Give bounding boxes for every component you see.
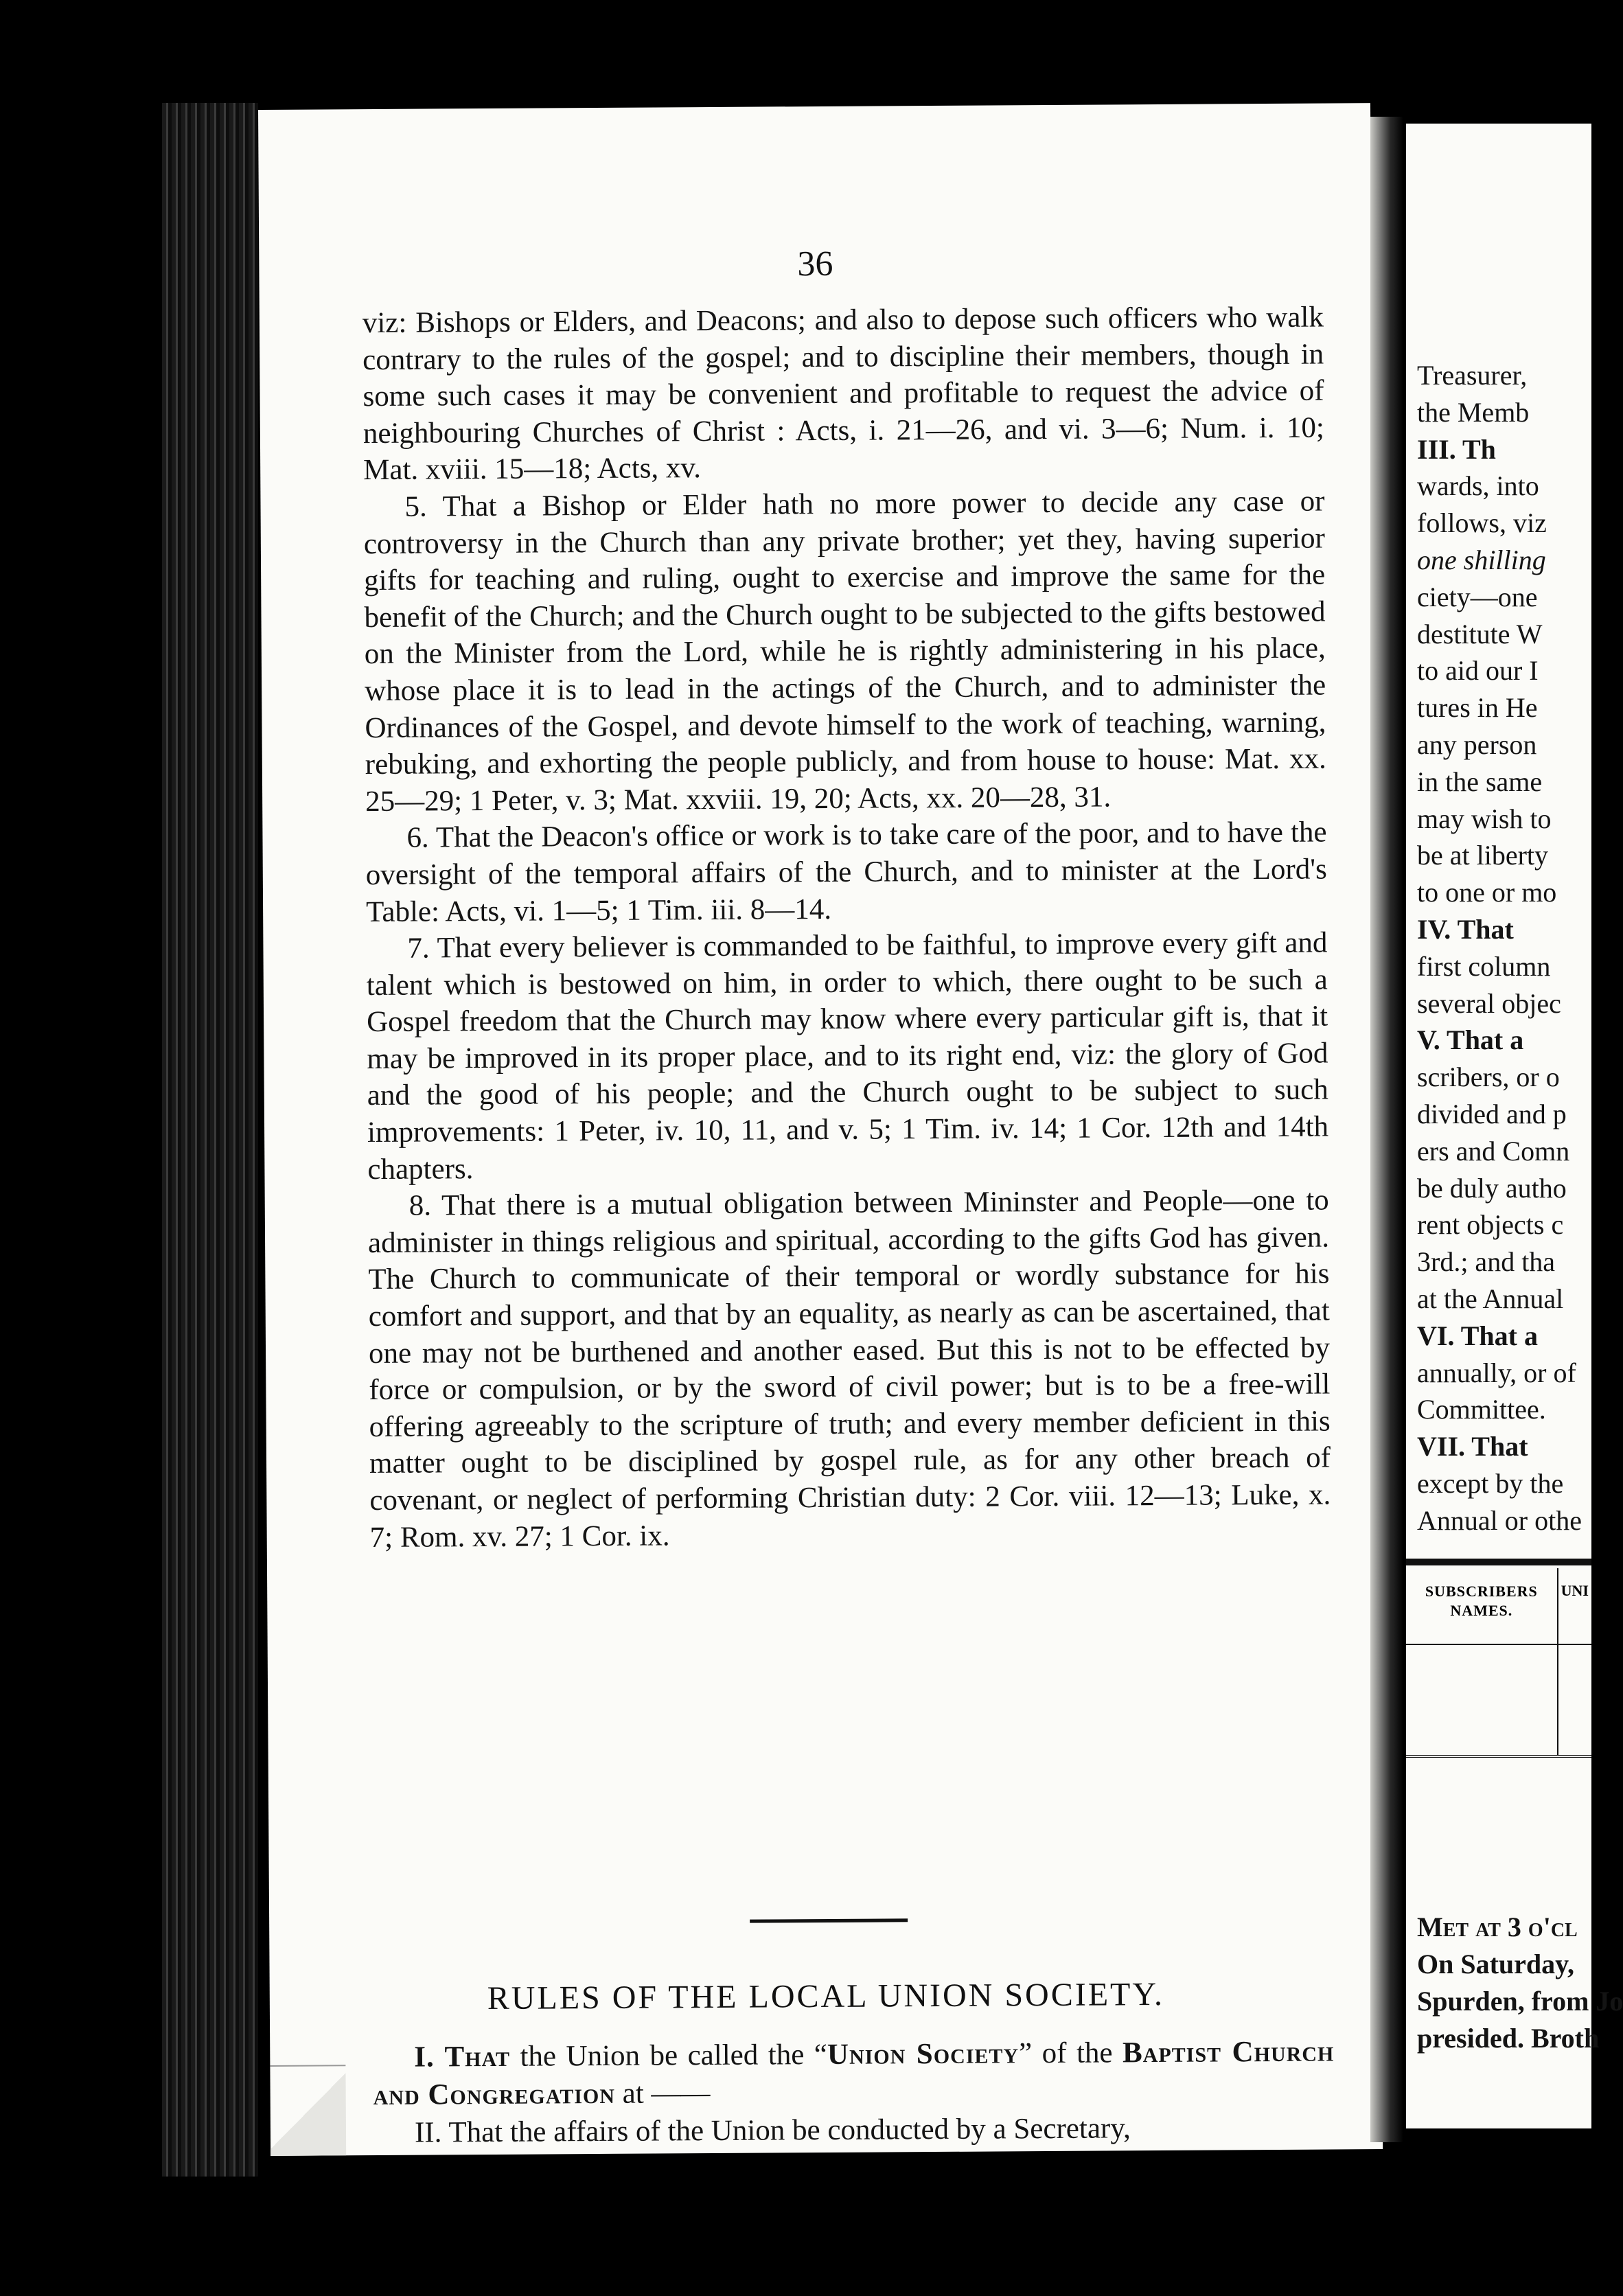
right-line: the Memb bbox=[1417, 396, 1530, 428]
table-header-row bbox=[1406, 1568, 1591, 1645]
rule-1-end: at —— bbox=[614, 2077, 711, 2110]
rule-1-church: Baptist Church and Congregation bbox=[373, 2035, 1335, 2112]
section-divider bbox=[750, 1918, 908, 1922]
rule-1-lead: I. That bbox=[414, 2040, 511, 2074]
right-line: III. Th bbox=[1417, 433, 1496, 465]
right-lower-line: presided. Broth bbox=[1417, 2023, 1600, 2054]
right-line: to aid our I bbox=[1417, 655, 1539, 687]
right-lower-line: Spurden, from Jo bbox=[1417, 1986, 1623, 2017]
right-line: V. That a bbox=[1417, 1024, 1524, 1056]
right-line: scribers, or o bbox=[1417, 1061, 1560, 1093]
right-line: tures in He bbox=[1417, 692, 1538, 724]
page-corner-fold bbox=[270, 2065, 346, 2156]
right-page-lower-text bbox=[1417, 1909, 1623, 2057]
paragraph-5: 5. That a Bishop or Elder hath no more power to decide any case or controversy in the Church than any private brother; yet they, having superior gifts for teaching and ruling, ought to exercise and improve the same for the benefit of the Church; and the Church ought to be subjected to the gifts bestowed on the Minister from the Lord, while he is rightly administering in his place, whose place it is to lead in the actings of the Church, and to administer the Ordinances of the Gospel, and devote himself to the work of teaching, warning, rebuking, and exhorting the people publicly, and from house to house: Mat. xx. 25—29; 1 Peter, v. 3; Mat. xxviii. 19, 20; Acts, xx. 20—28, 31. bbox=[363, 485, 1326, 818]
paragraph-continuation: viz: Bishops or Elders, and Deacons; and also to depose such officers who walk contrary to the rules of the gospel; and to discipline their members, though in some such cases it may be convenient and profitable to request the advice of neighbouring Churches of Christ : Acts, i. 21—26, and vi. 3—6; Num. i. 10; Mat. xviii. 15—18; Acts, xv. bbox=[362, 301, 1324, 487]
right-page-text bbox=[1417, 357, 1582, 1539]
right-page bbox=[1406, 124, 1623, 2128]
body-text bbox=[362, 299, 1331, 1557]
table-cell bbox=[1558, 1645, 1591, 1755]
page-number: 36 bbox=[797, 244, 833, 284]
right-line: rent objects c bbox=[1417, 1209, 1564, 1241]
table-top-rule bbox=[1406, 1559, 1591, 1565]
right-lower-line: Met at 3 o'cl bbox=[1417, 1912, 1578, 1942]
right-lower-line: On Saturday, bbox=[1417, 1949, 1574, 1979]
right-line: ers and Comn bbox=[1417, 1135, 1570, 1167]
right-line: wards, into bbox=[1417, 470, 1539, 502]
paragraph-6: 6. That the Deacon's office or work is to take care of the poor, and to have the oversight of the temporal affairs of the Church, and to minister at the Lord's Table: Acts, vi. 1—5; 1 Tim. iii. 8—14. bbox=[365, 816, 1327, 928]
table-header-subscribers: SUBSCRIBERS NAMES. bbox=[1406, 1568, 1558, 1644]
right-line: VI. That a bbox=[1417, 1320, 1538, 1351]
right-line: first column bbox=[1417, 950, 1551, 982]
rule-2: II. That the affairs of the Union be conducted by a Secretary, bbox=[414, 2112, 1131, 2149]
right-line: at the Annual bbox=[1417, 1283, 1564, 1314]
book-edge bbox=[162, 103, 258, 2177]
right-line: several objec bbox=[1417, 987, 1561, 1019]
rule-1-mid: the Union be called the “ bbox=[509, 2038, 828, 2073]
right-line: Treasurer, bbox=[1417, 360, 1528, 391]
rules-heading: RULES OF THE LOCAL UNION SOCIETY. bbox=[487, 1975, 1165, 2017]
book-gutter bbox=[1370, 117, 1403, 2142]
rule-1-post: ” of the bbox=[1018, 2036, 1123, 2070]
right-line: in the same bbox=[1417, 766, 1543, 797]
paragraph-7: 7. That every believer is commanded to be faithful, to improve every gift and talent which is bestowed on him, in order to which, there ought to be such a Gospel freedom that the Church may know where every particular gift is, that it may be improved in its proper place, and to its right end, viz: the glory of God and the good of his people; and the Church ought to be subject to such improvements: 1 Peter, iv. 10, 11, and v. 5; 1 Tim. iv. 14; 1 Cor. 12th and 14th chapters. bbox=[366, 926, 1329, 1186]
right-line: Annual or othe bbox=[1417, 1504, 1582, 1536]
table-header-union: UNI bbox=[1561, 1582, 1589, 1599]
right-line: follows, viz bbox=[1417, 507, 1547, 539]
paragraph-8: 8. That there is a mutual obligation between Mininster and People—one to administer in things religious and spiritual, according to the gifts God has given. The Church to communicate of their temporal or wordly substance for his comfort and support, and that by an equality, as nearly as can be ascertained, that one may not be burthened and another eased. But this is not to be effected by force or compulsion, or by the sword of civil power; but is to be a free-will offering agreeably to the scripture of truth; and every member deficient in this matter ought to be disciplined by gospel rule, as for any other breach of covenant, or neglect of performing Christian duty: 2 Cor. viii. 12—13; Luke, x. 7; Rom. xv. 27; 1 Cor. ix. bbox=[367, 1184, 1331, 1554]
right-line: any person bbox=[1417, 728, 1537, 760]
right-line: destitute W bbox=[1417, 618, 1543, 650]
right-line: VII. That bbox=[1417, 1431, 1528, 1462]
right-line: be at liberty bbox=[1417, 840, 1549, 871]
right-line: to one or mo bbox=[1417, 877, 1557, 908]
right-line: Committee. bbox=[1417, 1394, 1546, 1425]
rule-1 bbox=[373, 2032, 1335, 2114]
left-page bbox=[258, 103, 1383, 2156]
right-line: divided and p bbox=[1417, 1098, 1567, 1129]
right-line: except by the bbox=[1417, 1467, 1564, 1499]
subscribers-table bbox=[1406, 1559, 1591, 1758]
right-line: ciety—one bbox=[1417, 581, 1538, 612]
rule-1-society-name: Union Society bbox=[827, 2037, 1020, 2071]
right-line: may wish to bbox=[1417, 803, 1552, 834]
right-line: IV. That bbox=[1417, 913, 1514, 945]
rules-text bbox=[373, 2032, 1335, 2152]
right-line: 3rd.; and tha bbox=[1417, 1246, 1556, 1278]
table-body-row bbox=[1406, 1645, 1591, 1758]
right-line: annually, or of bbox=[1417, 1357, 1576, 1388]
right-line: be duly autho bbox=[1417, 1172, 1567, 1204]
table-cell bbox=[1406, 1645, 1558, 1755]
right-line: one shilling bbox=[1417, 544, 1546, 575]
